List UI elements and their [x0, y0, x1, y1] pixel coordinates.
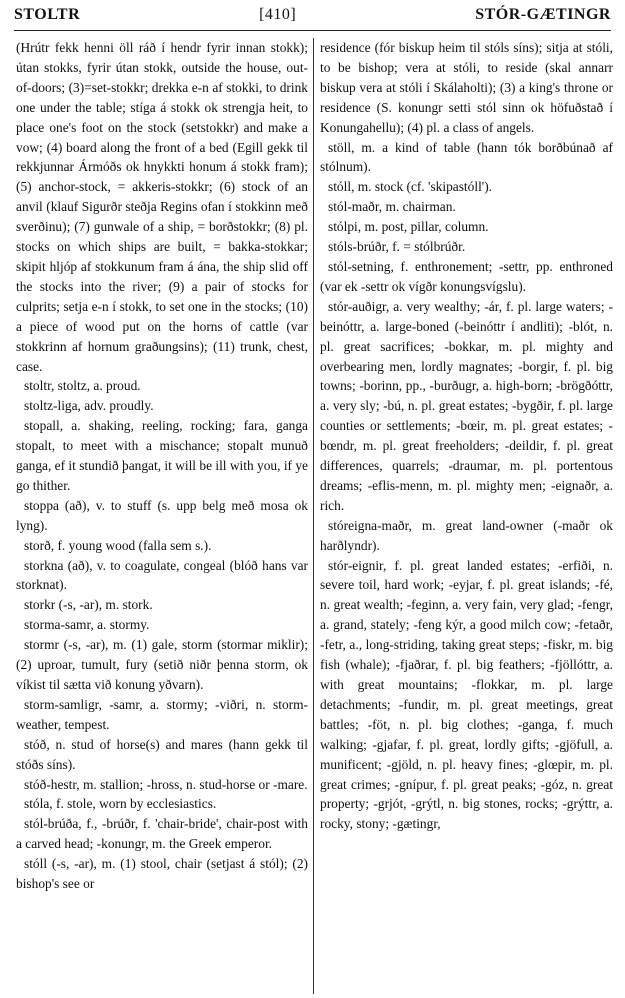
entry: stormr (-s, -ar), m. (1) gale, storm (stormar miklir); (2) uproar, tumult, fury (setið niðr þenna storm, ok víkist til sætta við konung yðvarn).	[16, 637, 308, 692]
entry: storð, f. young wood (falla sem s.).	[24, 537, 212, 553]
entry: residence (fór biskup heim til stóls síns); sitja at stóli, to be bishop; vera at stóli, to reside (skal annarr biskup vera at stóli í Skálaholti); (3) a king's throne or residence (S. konungr setti stól sinn ok höfuðstað í Konungahellu); (4) pl. a class of angels.	[320, 40, 613, 135]
entry: stólpi, m. post, pillar, column.	[328, 219, 489, 235]
right-column	[320, 38, 613, 994]
entry: stoltz-liga, adv. proudly.	[24, 398, 154, 414]
entry: stóla, f. stole, worn by ecclesiastics.	[24, 796, 217, 812]
header-right-word: STÓR-GÆTINGR	[475, 6, 611, 23]
entry: stóð, n. stud of horse(s) and mares (hann gekk til stóðs síns).	[16, 736, 308, 772]
entry: stól-setning, f. enthronement; -settr, pp. enthroned (var ek -settr ok vígðr konungsvígslu).	[320, 258, 613, 294]
entry: stöll, m. a kind of table (hann tók borðbúnað af stólnum).	[320, 139, 613, 175]
entry: stór-auðigr, a. very wealthy; -ár, f. pl. large waters; -beinóttr, a. large-boned (-beinóttr í andliti); -blót, n. pl. great sacrifices; -bokkar, m. pl. mighty and overbearing men, lordly magnates; -borgir, f. pl. big towns; -borinn, pp., -burðugr, a. high-born; -brögðóttr, a. very sly; -bú, n. pl. great estates; -bygðir, f. pl. large counties or settlements; -bœir, m. pl. great estates; -bœndr, m. pl. great freeholders; -deildir, f. pl. great differences, quarrels; -draumar, m. pl. portentous dreams; -eflis-menn, m. pl. mighty men; -eignaðr, a. rich.	[320, 298, 613, 513]
entry: storkr (-s, -ar), m. stork.	[24, 597, 153, 613]
entry: storm-samligr, -samr, a. stormy; -viðri, n. storm-weather, tempest.	[16, 696, 308, 732]
entry: stór-eignir, f. pl. great landed estates; -erfiði, n. severe toil, hard work; -eyjar, f. pl. great islands; -fé, n. great wealth; -feginn, a. very fain, very glad; -fengr, a. grand, stately; -feng kýr, a good milch cow; -fetaðr, -fetr, a., long-striding, taking great steps; -fiskr, m. big fish (whale); -fjaðrar, f. pl. big feathers; -fjöllóttr, a. with great mountains; -flokkar, m. pl. large detachments; -fundir, m. pl. great meetings, great battles; -föt, n. pl. big clothes; -ganga, f. much walking; -gjafar, f. pl. great, lordly gifts; -gjöfull, a. munificent; -gjöld, n. pl. heavy fines; -glœpir, m. pl. great crimes; -gnípur, f. pl. great peaks; -góz, n. great property; -grjót, -grýtl, n. big stones, rocks; -grýttr, a. rocky, stony; -gætingr,	[320, 557, 613, 832]
entry: (Hrútr fekk henni öll ráð í hendr fyrir innan stokk); útan stokks, fyrir útan stokk, outside the house, out-of-doors; (3)=set-stokkr; drekka e-n af stokki, to drink one under the table; stíga á stokk ok strengja heit, to place one's foot on the stock (setstokkr) and make a vow; (4) board along the front of a bed (Egill gekk til rekkjunnar Ármóðs ok hnykkti honum á stokk fram); (5) anchor-stock, = akkeris-stokkr; (6) stock of an anvil (klauf Sigurðr steðja Regins ofan í stokkinn með sverðinu); (7) gunwale of a ship, = borðstokkr; (8) pl. stocks on which ships are built, = bakka-stokkar; skipit hljóp af stokkunum fram á ána, the ship slid off the stocks into the river; (9) a pair of stocks for culprits; setja e-n í stokk, to set one in the stocks; (10) a piece of wood put on the horns of cattle (var stokkrinn af hornum graðungsins); (11) trunk, chest, case.	[16, 40, 308, 374]
entry: storma-samr, a. stormy.	[24, 617, 150, 633]
entry: stóð-hestr, m. stallion; -hross, n. stud-horse or -mare.	[24, 776, 308, 792]
entry: stóll (-s, -ar), m. (1) stool, chair (setjast á stól); (2) bishop's see or	[16, 856, 308, 892]
page-header	[14, 6, 611, 28]
entry: stoltr, stoltz, a. proud.	[24, 378, 141, 394]
column-divider	[313, 38, 314, 994]
entry: stóreigna-maðr, m. great land-owner (-maðr ok harðlyndr).	[320, 517, 613, 553]
entry: stól-maðr, m. chairman.	[328, 199, 456, 215]
left-column	[16, 38, 308, 994]
header-rule	[14, 30, 611, 31]
entry: stól-brúða, f., -brúðr, f. 'chair-bride', chair-post with a carved head; -konungr, m. the Greek emperor.	[16, 816, 308, 852]
page-number: [410]	[259, 6, 297, 23]
entry: stopall, a. shaking, reeling, rocking; fara, ganga stopalt, to meet with a mischance; stopalt munuð ganga, ef it stundið þangat, it will be ill with you, if ye go thither.	[16, 418, 308, 493]
entry: storkna (að), v. to coagulate, congeal (blóð hans var storknat).	[16, 557, 308, 593]
entry: stóls-brúðr, f. = stólbrúðr.	[328, 239, 466, 255]
entry: stoppa (að), v. to stuff (s. upp belg með mosa ok lyng).	[16, 497, 308, 533]
header-left-word: STOLTR	[14, 6, 81, 23]
entry: stóll, m. stock (cf. 'skipastóll').	[328, 179, 493, 195]
